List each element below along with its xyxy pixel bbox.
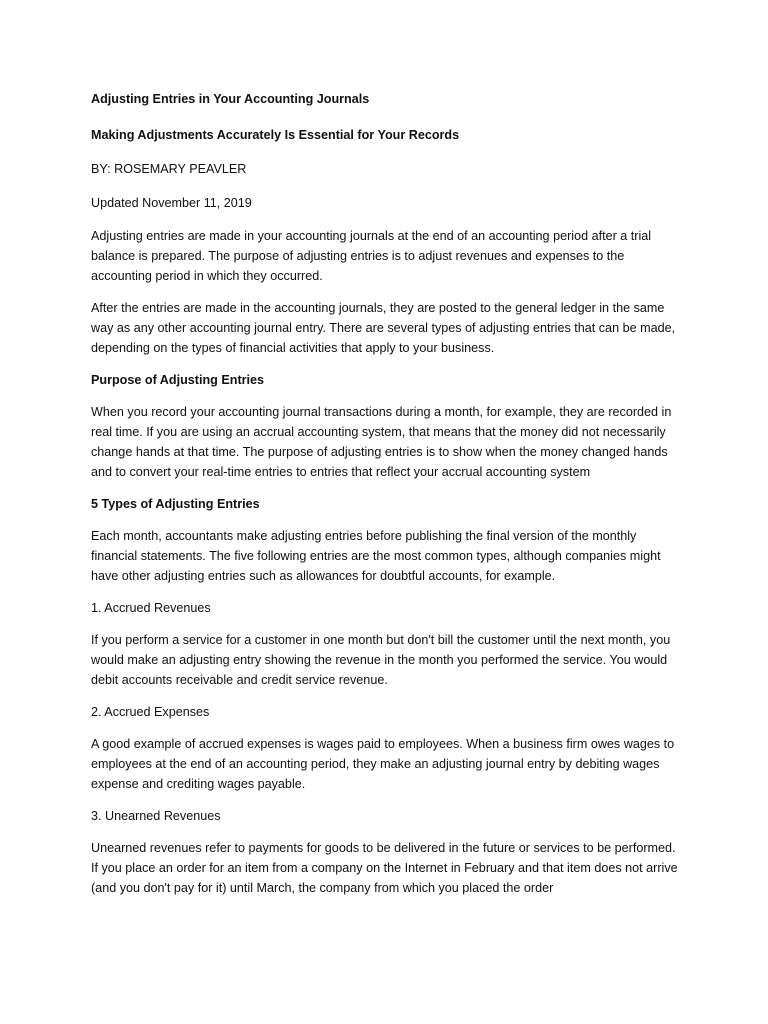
unearned-revenues-paragraph: Unearned revenues refer to payments for goods to be delivered in the future or services to be performed. If you place an order for an item from a company on the Internet in February and that item does not arrive (and you don't pay for it) until March, the company from which you placed the order [91,841,678,895]
intro-paragraph-2: After the entries are made in the accounting journals, they are posted to the general ledger in the same way as any other accounting journal entry. There are several types of adjusting entries that can be made, depending on the types of financial activities that apply to your business. [91,301,676,355]
accrued-revenues-paragraph: If you perform a service for a customer in one month but don't bill the customer until the next month, you would make an adjusting entry showing the revenue in the month you performed the service. You would debit accounts receivable and credit service revenue. [91,633,671,687]
purpose-heading: Purpose of Adjusting Entries [91,373,265,387]
purpose-paragraph: When you record your accounting journal transactions during a month, for example, they are recorded in real time. If you are using an accrual accounting system, that means that the money did not necessarily change hands at that time. The purpose of adjusting entries is to show when the money changed hands and to convert your real-time entries to entries that reflect your accrual accounting system [91,405,672,479]
article-subtitle: Making Adjustments Accurately Is Essential for Your Records [91,128,460,142]
accrued-revenues-heading: 1. Accrued Revenues [91,601,211,615]
intro-paragraph-1: Adjusting entries are made in your accounting journals at the end of an accounting period after a trial balance is prepared. The purpose of adjusting entries is to adjust revenues and expenses to the accounting period in which they occurred. [91,229,652,283]
article-title: Adjusting Entries in Your Accounting Journals [91,92,370,106]
types-paragraph: Each month, accountants make adjusting entries before publishing the final version of the monthly financial statements. The five following entries are the most common types, although companies might have other adjusting entries such as allowances for doubtful accounts, for example. [91,529,661,583]
accrued-expenses-heading: 2. Accrued Expenses [91,705,210,719]
unearned-revenues-heading: 3. Unearned Revenues [91,809,221,823]
document-page [91,89,681,910]
types-heading: 5 Types of Adjusting Entries [91,497,260,511]
accrued-expenses-paragraph: A good example of accrued expenses is wages paid to employees. When a business firm owes wages to employees at the end of an accounting period, they make an adjusting journal entry by debiting wages expense and crediting wages payable. [91,737,675,791]
article-byline: BY: ROSEMARY PEAVLER [91,162,247,176]
article-updated-date: Updated November 11, 2019 [91,196,252,210]
